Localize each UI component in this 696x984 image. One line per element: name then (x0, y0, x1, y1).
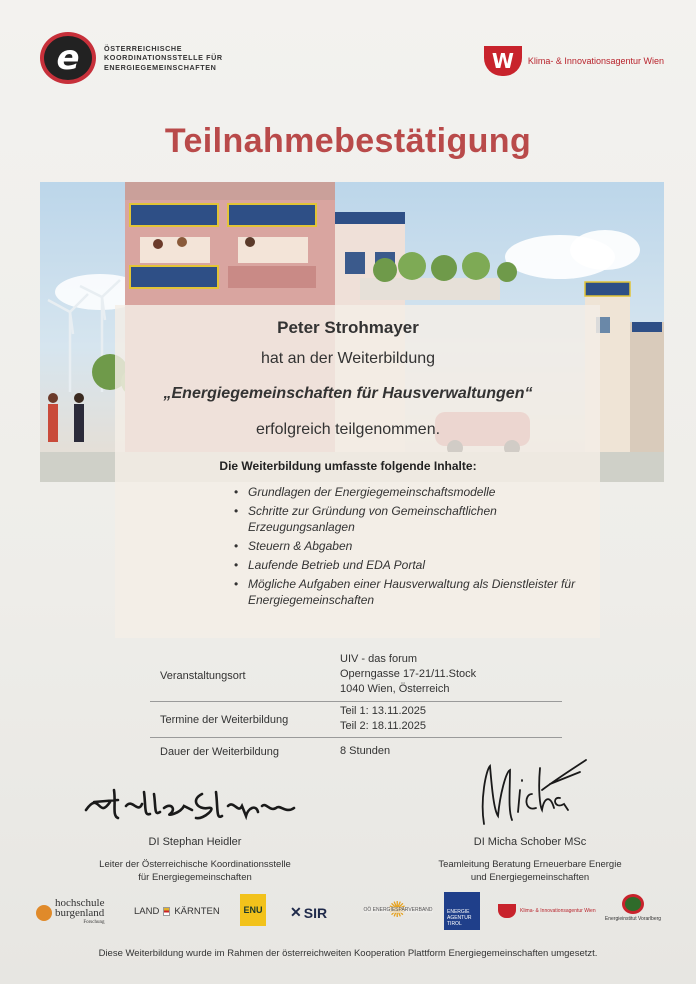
kiw-logo (484, 46, 664, 76)
kiw-partner-logo: Klima- & Innovationsagentur Wien (498, 904, 596, 918)
event-details-table (150, 650, 562, 766)
participation-text-before: hat an der Weiterbildung (260, 350, 436, 367)
list-item: • Schritte zur Gründung von Gemeinschaftlichen Erzeugungsanlagen (232, 503, 592, 535)
list-item: • Mögliche Aufgaben einer Hausverwaltung als Dienstleister für Energiegemeinschaften (232, 576, 592, 608)
table-row (150, 650, 562, 702)
course-title: „Energiegemeinschaften für Hausverwaltungen“ (163, 385, 533, 402)
signer-right-role: Teamleitung Beratung Erneuerbare Energie und Energiegemeinschaften (438, 859, 622, 883)
enu-logo: ENU (240, 894, 266, 926)
list-item: • Laufende Betrieb und EDA Portal (232, 557, 592, 573)
partner-logos (36, 892, 666, 932)
signature-right (470, 750, 590, 832)
dates-label: Termine der Weiterbildung (160, 713, 289, 726)
energieinstitut-icon (622, 894, 644, 914)
list-item: • Steuern & Abgaben (232, 538, 592, 554)
hochschule-burgenland-logo: hochschule burgenland Forschung (36, 898, 104, 928)
venue-label: Veranstaltungsort (160, 669, 246, 682)
participant-name: Peter Strohmayer (277, 318, 419, 337)
hochschule-icon (36, 905, 52, 921)
participation-text-after: erfolgreich teilgenommen. (255, 421, 441, 438)
e-logo-icon: e (40, 32, 96, 84)
signer-right-name: DI Micha Schober MSc (473, 836, 587, 848)
list-item: • Grundlagen der Energiegemeinschaftsmodelle (232, 484, 592, 500)
land-kaernten-logo: LAND KÄRNTEN (134, 906, 220, 917)
footer-note: Diese Weiterbildung wurde im Rahmen der österreichweiten Kooperation Plattform Energiegemeinschaften umgesetzt. (98, 948, 598, 959)
koordinationsstelle-logo (40, 32, 223, 84)
signer-left-name: DI Stephan Heidler (148, 836, 242, 848)
certificate-title: Teilnahmebestätigung (164, 122, 532, 160)
energieagentur-tirol-logo: ENERGIE AGENTUR TIROL (444, 892, 480, 930)
koordinationsstelle-logo-text: ÖSTERREICHISCHE KOORDINATIONSSTELLE FÜR ENERGIEGEMEINSCHAFTEN (104, 43, 223, 72)
signature-left (80, 780, 310, 830)
contents-list (232, 484, 592, 611)
kiw-logo-icon: W (484, 46, 522, 76)
duration-label: Dauer der Weiterbildung (160, 746, 280, 758)
sir-logo: ✕ SIR (290, 904, 328, 921)
kaernten-flag-icon (163, 907, 170, 916)
table-row (150, 702, 562, 738)
kiw-logo-icon (498, 904, 516, 918)
venue-value: UIV - das forum Operngasse 17-21/11.Stock 1040 Wien, Österreich (340, 653, 477, 695)
sir-x-icon: ✕ (290, 904, 302, 920)
dates-value: Teil 1: 13.11.2025 Teil 2: 18.11.2025 (340, 705, 427, 732)
kiw-logo-text: Klima- & Innovationsagentur Wien (527, 56, 664, 66)
duration-value: 8 Stunden (340, 745, 391, 757)
energieinstitut-vorarlberg-logo: Energieinstitut Vorarlberg (600, 894, 666, 922)
energiesparverband-logo: OÖ ENERGIESPARVERBAND (358, 896, 438, 924)
contents-heading: Die Weiterbildung umfasste folgende Inhalte: (219, 459, 477, 473)
signer-left-role: Leiter der Österreichische Koordinationsstelle für Energiegemeinschaften (99, 859, 291, 883)
